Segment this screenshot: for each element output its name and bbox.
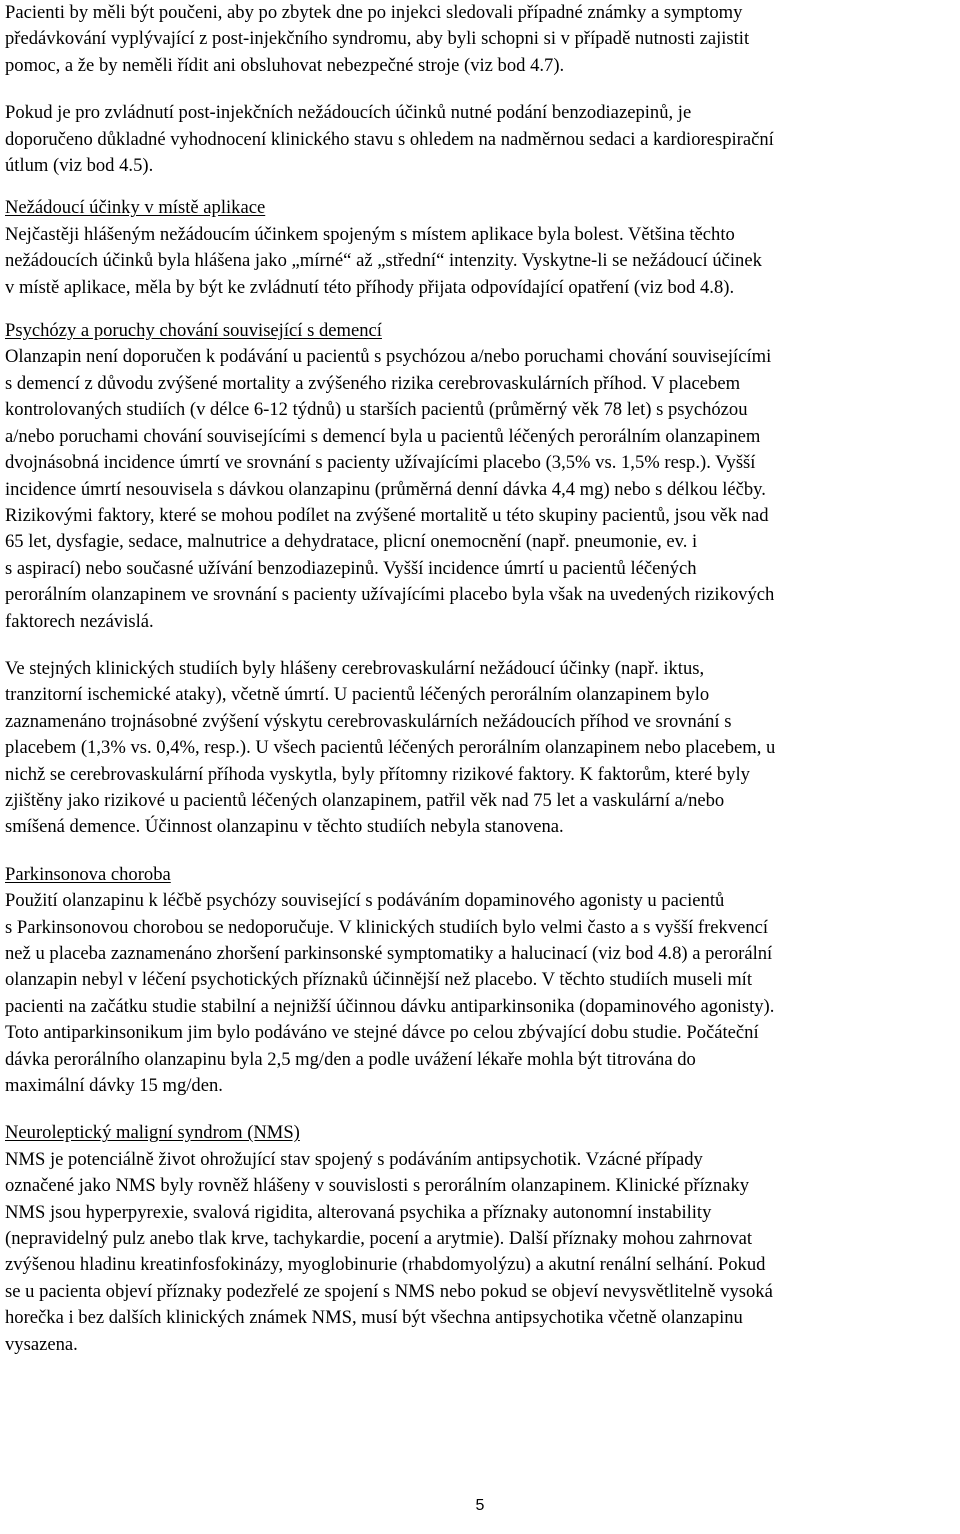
text-line: v místě aplikace, měla by být ke zvládnutí této příhody přijata odpovídající opatření (viz bod 4.8). bbox=[5, 276, 735, 298]
text-line: pomoc, a že by neměli řídit ani obsluhovat nebezpečné stroje (viz bod 4.7). bbox=[5, 54, 565, 76]
section-heading: Psychózy a poruchy chování související s demencí bbox=[5, 320, 382, 342]
text-line: Použití olanzapinu k léčbě psychózy související s podáváním dopaminového agonisty u pacientů bbox=[5, 890, 725, 912]
text-line: než u placeba zaznamenáno zhoršení parkinsonské symptomatiky a halucinací (viz bod 4.8) a perorální bbox=[5, 943, 773, 964]
text-line: placebem (1,3% vs. 0,4%, resp.). U všech pacientů léčených perorálním olanzapinem nebo placebem, u bbox=[5, 737, 776, 759]
text-line: incidence úmrtí nesouvisela s dávkou olanzapinu (průměrná denní dávka 4,4 mg) nebo s délkou léčby. bbox=[5, 478, 766, 500]
section-heading: Parkinsonova choroba bbox=[5, 863, 171, 885]
paragraph bbox=[5, 0, 955, 79]
text-line: maximální dávky 15 mg/den. bbox=[5, 1075, 223, 1097]
section-4 bbox=[5, 318, 955, 635]
text-line: Pacienti by měli být poučeni, aby po zbytek dne po injekci sledovali případné známky a symptomy bbox=[5, 2, 743, 23]
text-line: NMS je potenciálně život ohrožující stav spojený s podáváním antipsychotik. Vzácné případy bbox=[5, 1148, 703, 1170]
text-line: faktorech nezávislá. bbox=[5, 610, 154, 632]
section-5 bbox=[5, 656, 955, 841]
text-line: olanzapin nebyl v léčení psychotických příznaků účinnější než placebo. V těchto studiích museli mít bbox=[5, 969, 752, 991]
text-line: nežádoucích účinků byla hlášena jako „mírné“ až „střední“ intenzity. Vyskytne-li se nežádoucí účinek bbox=[5, 250, 762, 272]
paragraph bbox=[5, 656, 955, 841]
text-line: označené jako NMS byly rovněž hlášeny v souvislosti s perorálním olanzapinem. Klinické příznaky bbox=[5, 1175, 750, 1197]
text-line: zaznamenáno trojnásobné zvýšení výskytu cerebrovaskulárních nežádoucích příhod ve srovnání s bbox=[5, 710, 732, 732]
section-7 bbox=[5, 1120, 955, 1358]
text-line: dávka perorálního olanzapinu byla 2,5 mg/den a podle uvážení lékaře mohla být titrována do bbox=[5, 1048, 696, 1070]
text-line: s aspirací) nebo současné užívání benzodiazepinů. Vyšší incidence úmrtí u pacientů léčených bbox=[5, 557, 697, 579]
text-line: zjištěny jako rizikové u pacientů léčených olanzapinem, patřil věk nad 75 let a vaskulární a/nebo bbox=[5, 789, 725, 811]
paragraph bbox=[5, 195, 955, 301]
text-line: vysazena. bbox=[5, 1333, 78, 1355]
text-line: horečka i bez dalších klinických známek NMS, musí být všechna antipsychotika včetně olanzapinu bbox=[5, 1307, 743, 1329]
text-line: 65 let, dysfagie, sedace, malnutrice a dehydratace, plicní onemocnění (např. pneumonie, ev. i bbox=[5, 531, 698, 553]
text-line: Rizikovými faktory, které se mohou podílet na zvýšené mortalitě u této skupiny pacientů, jsou věk nad bbox=[5, 504, 769, 526]
text-line: s Parkinsonovou chorobou se nedoporučuje. V klinických studiích bylo velmi často a s vyšší frekvencí bbox=[5, 916, 769, 938]
text-line: Olanzapin není doporučen k podávání u pacientů s psychózou a/nebo poruchami chování souvisejícími bbox=[5, 346, 772, 368]
section-heading: Neuroleptický maligní syndrom (NMS) bbox=[5, 1122, 300, 1144]
paragraph bbox=[5, 318, 955, 635]
text-line: NMS jsou hyperpyrexie, svalová rigidita, alterovaná psychika a příznaky autonomní instability bbox=[5, 1201, 712, 1223]
paragraph bbox=[5, 100, 955, 179]
section-1 bbox=[5, 0, 955, 79]
section-3 bbox=[5, 195, 955, 301]
paragraph bbox=[5, 1120, 955, 1358]
text-line: perorálním olanzapinem ve srovnání s pacienty užívajícími placebo byla však na uvedených rizikových bbox=[5, 584, 775, 606]
text-line: zvýšenou hladinu kreatinfosfokinázy, myoglobinurie (rhabdomyolýzu) a akutní renální selhání. Pokud bbox=[5, 1254, 766, 1276]
text-line: kontrolovaných studiích (v délce 6-12 týdnů) u starších pacientů (průměrný věk 78 let) s psychózou bbox=[5, 399, 748, 421]
text-line: smíšená demence. Účinnost olanzapinu v těchto studiích nebyla stanovena. bbox=[5, 816, 564, 838]
text-line: doporučeno důkladné vyhodnocení klinického stavu s ohledem na nadměrnou sedaci a kardiorespirační bbox=[5, 128, 774, 150]
text-line: a/nebo poruchami chování souvisejícími s demencí byla u pacientů léčených perorálním olanzapinem bbox=[5, 425, 761, 447]
paragraph bbox=[5, 862, 955, 1100]
text-line: nichž se cerebrovaskulární příhoda vyskytla, byly přítomny rizikové faktory. K faktorům, které byly bbox=[5, 763, 750, 785]
section-2 bbox=[5, 100, 955, 179]
text-line: Pokud je pro zvládnutí post-injekčních nežádoucích účinků nutné podání benzodiazepinů, je bbox=[5, 102, 692, 124]
text-line: Toto antiparkinsonikum jim bylo podáváno ve stejné dávce po celou zbývající dobu studie. Počáteční bbox=[5, 1022, 759, 1044]
text-line: s demencí z důvodu zvýšené mortality a zvýšeného rizika cerebrovaskulárních příhod. V placebem bbox=[5, 372, 741, 394]
text-line: předávkování vyplývající z post-injekčního syndromu, aby byli schopni si v případě nutnosti zajistit bbox=[5, 28, 750, 50]
text-line: dvojnásobná incidence úmrtí ve srovnání s pacienty užívajícími placebo (3,5% vs. 1,5% resp.). Vyšší bbox=[5, 452, 756, 474]
text-line: Ve stejných klinických studiích byly hlášeny cerebrovaskulární nežádoucí účinky (např. iktus, bbox=[5, 657, 705, 679]
text-line: pacienti na začátku studie stabilní a nejnižší účinnou dávku antiparkinsonika (dopaminového agonisty). bbox=[5, 995, 775, 1017]
page-number: 5 bbox=[475, 1497, 485, 1514]
document-body bbox=[5, 0, 955, 1358]
section-6 bbox=[5, 862, 955, 1100]
text-line: se u pacienta objeví příznaky podezřelé ze spojení s NMS nebo pokud se objeví nevysvětlitelně vysoká bbox=[5, 1280, 773, 1302]
text-line: tranzitorní ischemické ataky), včetně úmrtí. U pacientů léčených perorálním olanzapinem bylo bbox=[5, 684, 710, 706]
text-line: Nejčastěji hlášeným nežádoucím účinkem spojeným s místem aplikace byla bolest. Většina těchto bbox=[5, 223, 735, 245]
text-line: (nepravidelný pulz anebo tlak krve, tachykardie, pocení a arytmie). Další příznaky mohou zahrnovat bbox=[5, 1228, 753, 1250]
text-line: útlum (viz bod 4.5). bbox=[5, 155, 154, 177]
section-heading: Nežádoucí účinky v místě aplikace bbox=[5, 197, 266, 219]
